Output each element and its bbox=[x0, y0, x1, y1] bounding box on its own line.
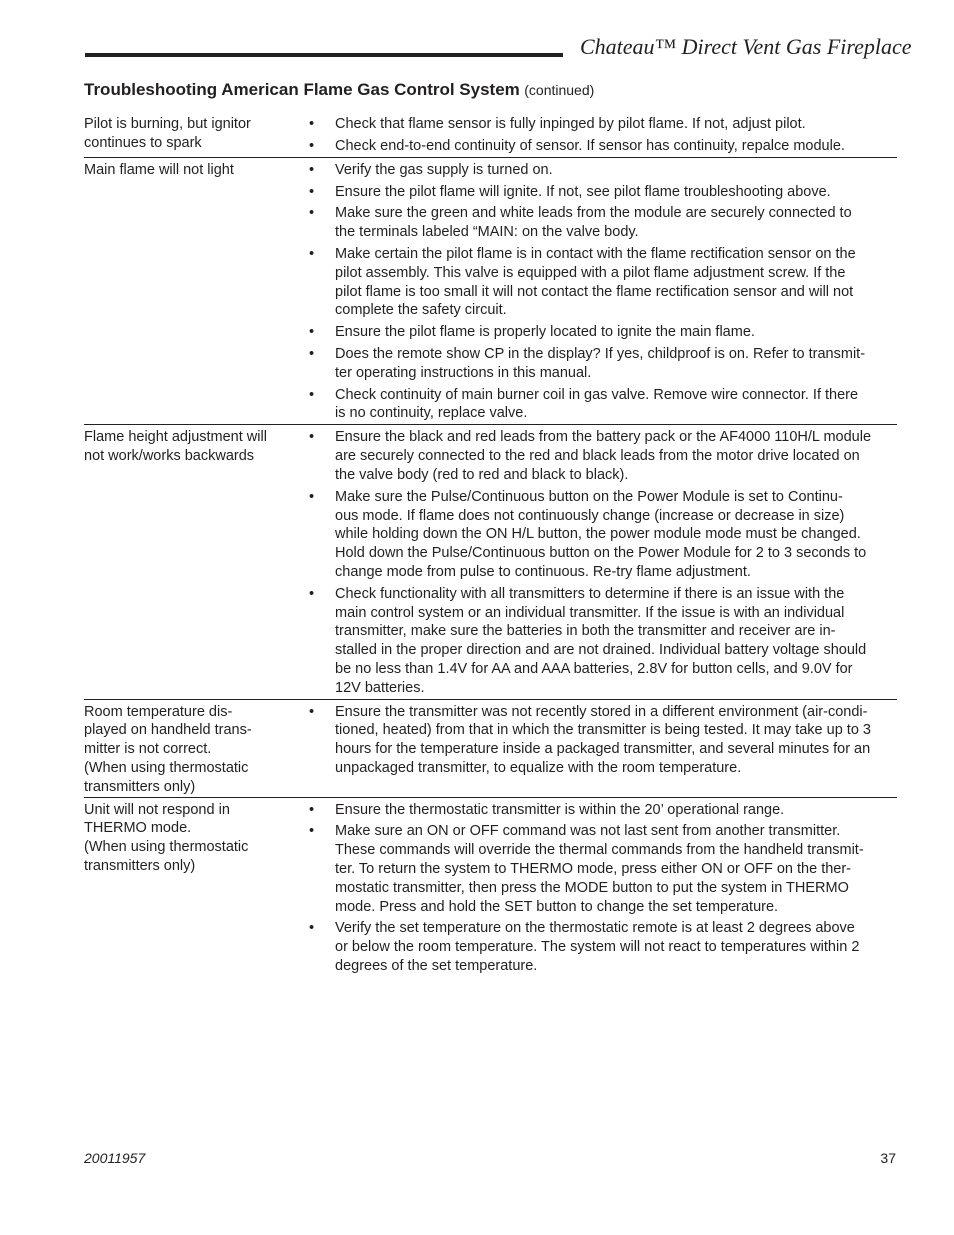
section-title bbox=[84, 80, 594, 100]
remedy-item bbox=[309, 703, 897, 778]
bullet-icon: • bbox=[309, 703, 315, 720]
remedy-item bbox=[309, 801, 897, 820]
table-row bbox=[84, 699, 897, 797]
remedy-line: while holding down the ON H/L button, the power module mode must be changed. bbox=[335, 526, 861, 543]
problem-line: THERMO mode. bbox=[84, 820, 192, 837]
page-number: 37 bbox=[880, 1150, 896, 1166]
remedy-line: transmitter, make sure the batteries in both the transmitter and receiver are in- bbox=[335, 623, 836, 640]
table-row bbox=[84, 157, 897, 425]
troubleshooting-table bbox=[84, 112, 897, 977]
header-rule bbox=[85, 53, 563, 57]
remedy-text bbox=[335, 204, 897, 242]
remedy-text bbox=[335, 115, 897, 134]
remedy-line: pilot assembly. This valve is equipped with a pilot flame adjustment screw. If the bbox=[335, 264, 846, 281]
bullet-icon: • bbox=[309, 345, 315, 362]
remedy-text bbox=[335, 323, 897, 342]
problem-description bbox=[84, 158, 299, 425]
remedy-text bbox=[335, 386, 897, 424]
problem-description bbox=[84, 112, 299, 157]
remedy-line: or below the room temperature. The system will not react to temperatures within 2 bbox=[335, 939, 860, 956]
remedy-item bbox=[309, 585, 897, 698]
remedy-list bbox=[299, 798, 897, 977]
problem-description bbox=[84, 798, 299, 977]
remedy-line: unpackaged transmitter, to equalize with the room temperature. bbox=[335, 760, 742, 777]
remedy-item bbox=[309, 115, 897, 134]
table-row bbox=[84, 424, 897, 698]
remedy-line: Ensure the thermostatic transmitter is within the 20’ operational range. bbox=[335, 801, 785, 818]
problem-line: not work/works backwards bbox=[84, 448, 255, 465]
remedy-line: 12V batteries. bbox=[335, 679, 425, 696]
table-row bbox=[84, 112, 897, 157]
remedy-line: is no continuity, replace valve. bbox=[335, 405, 528, 422]
remedy-item bbox=[309, 245, 897, 320]
remedy-line: ous mode. If flame does not continuously change (increase or decrease in size) bbox=[335, 507, 845, 524]
remedy-line: complete the safety circuit. bbox=[335, 302, 507, 319]
remedy-line: ter. To return the system to THERMO mode, press either ON or OFF on the ther- bbox=[335, 861, 852, 878]
document-number: 20011957 bbox=[84, 1150, 146, 1166]
remedy-text bbox=[335, 345, 897, 383]
remedy-line: change mode from pulse to continuous. Re-try flame adjustment. bbox=[335, 563, 751, 580]
remedy-list bbox=[299, 158, 897, 425]
remedy-item bbox=[309, 161, 897, 180]
remedy-text bbox=[335, 703, 897, 778]
bullet-icon: • bbox=[309, 324, 315, 341]
problem-description bbox=[84, 425, 299, 698]
bullet-icon: • bbox=[309, 245, 315, 262]
bullet-icon: • bbox=[309, 386, 315, 403]
bullet-icon: • bbox=[309, 429, 315, 446]
remedy-item bbox=[309, 428, 897, 484]
remedy-line: Ensure the pilot flame is properly located to ignite the main flame. bbox=[335, 324, 755, 341]
remedy-item bbox=[309, 204, 897, 242]
remedy-text bbox=[335, 801, 897, 820]
remedy-item bbox=[309, 345, 897, 383]
remedy-line: hours for the temperature inside a packaged transmitter, and several minutes for an bbox=[335, 741, 871, 758]
remedy-item bbox=[309, 488, 897, 582]
remedy-item bbox=[309, 137, 897, 156]
problem-description bbox=[84, 700, 299, 797]
remedy-list bbox=[299, 700, 897, 797]
bullet-icon: • bbox=[309, 116, 315, 132]
section-title-main: Troubleshooting American Flame Gas Control System bbox=[84, 80, 520, 99]
remedy-list bbox=[299, 112, 897, 157]
remedy-line: the valve body (red to red and black to black). bbox=[335, 466, 629, 483]
remedy-line: ter operating instructions in this manual. bbox=[335, 364, 592, 381]
remedy-line: Make sure the Pulse/Continuous button on the Power Module is set to Continu- bbox=[335, 488, 843, 505]
bullet-icon: • bbox=[309, 161, 315, 178]
problem-line: transmitters only) bbox=[84, 858, 196, 875]
remedy-line: Check functionality with all transmitters to determine if there is an issue with the bbox=[335, 585, 845, 602]
problem-line: transmitters only) bbox=[84, 778, 196, 795]
remedy-line: These commands will override the thermal commands from the handheld transmit- bbox=[335, 842, 864, 859]
remedy-line: the terminals labeled “MAIN: on the valve body. bbox=[335, 224, 639, 241]
bullet-icon: • bbox=[309, 823, 315, 840]
remedy-line: Verify the gas supply is turned on. bbox=[335, 161, 553, 178]
remedy-text bbox=[335, 161, 897, 180]
table-row bbox=[84, 797, 897, 977]
bullet-icon: • bbox=[309, 183, 315, 200]
remedy-line: Ensure the pilot flame will ignite. If not, see pilot flame troubleshooting above. bbox=[335, 183, 831, 200]
brand-title: Chateau™ Direct Vent Gas Fireplace bbox=[580, 34, 912, 59]
remedy-text bbox=[335, 245, 897, 320]
problem-line: played on handheld trans- bbox=[84, 722, 252, 739]
problem-line: Main flame will not light bbox=[84, 161, 234, 178]
remedy-line: main control system or an individual transmitter. If the issue is with an individual bbox=[335, 604, 845, 621]
remedy-item bbox=[309, 183, 897, 202]
problem-line: (When using thermostatic bbox=[84, 839, 249, 856]
bullet-icon: • bbox=[309, 488, 315, 505]
remedy-line: Make sure an ON or OFF command was not last sent from another transmitter. bbox=[335, 823, 841, 840]
remedy-list bbox=[299, 425, 897, 698]
remedy-line: Ensure the black and red leads from the battery pack or the AF4000 110H/L module bbox=[335, 429, 872, 446]
problem-line: Room temperature dis- bbox=[84, 703, 233, 720]
remedy-line: Does the remote show CP in the display? If yes, childproof is on. Refer to transmit- bbox=[335, 345, 866, 362]
remedy-item bbox=[309, 386, 897, 424]
remedy-line: Make certain the pilot flame is in contact with the flame rectification sensor on the bbox=[335, 245, 856, 262]
remedy-text bbox=[335, 585, 897, 698]
bullet-icon: • bbox=[309, 920, 315, 937]
bullet-icon: • bbox=[309, 585, 315, 602]
remedy-text bbox=[335, 488, 897, 582]
remedy-item bbox=[309, 919, 897, 975]
remedy-line: mode. Press and hold the SET button to change the set temperature. bbox=[335, 898, 779, 915]
remedy-item bbox=[309, 323, 897, 342]
remedy-line: Check end-to-end continuity of sensor. If sensor has continuity, repalce module. bbox=[335, 137, 845, 154]
remedy-line: degrees of the set temperature. bbox=[335, 958, 538, 975]
remedy-line: tioned, heated) from that in which the transmitter is being tested. It may take up to 3 bbox=[335, 722, 871, 739]
problem-line: continues to spark bbox=[84, 134, 202, 151]
problem-line: Unit will not respond in bbox=[84, 801, 230, 818]
problem-line: (When using thermostatic bbox=[84, 760, 249, 777]
remedy-line: Verify the set temperature on the thermostatic remote is at least 2 degrees above bbox=[335, 920, 855, 937]
remedy-line: stalled in the proper direction and are not drained. Individual battery voltage should bbox=[335, 642, 867, 659]
problem-line: Flame height adjustment will bbox=[84, 429, 267, 446]
remedy-item bbox=[309, 822, 897, 916]
remedy-line: Ensure the transmitter was not recently stored in a different environment (air-condi- bbox=[335, 703, 868, 720]
remedy-line: Check continuity of main burner coil in gas valve. Remove wire connector. If there bbox=[335, 386, 859, 403]
remedy-line: be no less than 1.4V for AA and AAA batteries, 2.8V for button cells, and 9.0V for bbox=[335, 660, 853, 677]
remedy-text bbox=[335, 183, 897, 202]
remedy-text bbox=[335, 822, 897, 916]
remedy-line: Check that flame sensor is fully inpinged by pilot flame. If not, adjust pilot. bbox=[335, 116, 806, 132]
remedy-text bbox=[335, 428, 897, 484]
remedy-text bbox=[335, 919, 897, 975]
section-title-continued: (continued) bbox=[524, 82, 595, 98]
remedy-text bbox=[335, 137, 897, 156]
bullet-icon: • bbox=[309, 801, 315, 818]
bullet-icon: • bbox=[309, 137, 315, 154]
remedy-line: mostatic transmitter, then press the MODE button to put the system in THERMO bbox=[335, 879, 849, 896]
problem-line: Pilot is burning, but ignitor bbox=[84, 116, 251, 132]
remedy-line: Hold down the Pulse/Continuous button on the Power Module for 2 to 3 seconds to bbox=[335, 545, 867, 562]
remedy-line: are securely connected to the red and black leads from the motor drive located on bbox=[335, 448, 860, 465]
remedy-line: pilot flame is too small it will not contact the flame rectification sensor and will not bbox=[335, 283, 854, 300]
bullet-icon: • bbox=[309, 205, 315, 222]
problem-line: mitter is not correct. bbox=[84, 741, 212, 758]
remedy-line: Make sure the green and white leads from the module are securely connected to bbox=[335, 205, 852, 222]
